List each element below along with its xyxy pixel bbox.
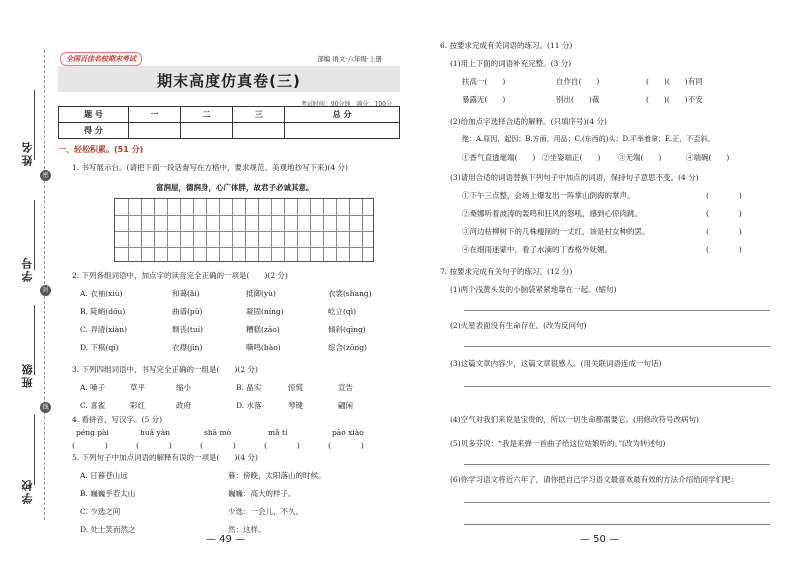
grid-vline [271, 199, 272, 261]
answer-blank[interactable]: ( ) [136, 441, 172, 450]
fill-blank-item[interactable]: 扶高一( ) [462, 77, 506, 86]
option-explanation: 巍巍：高大的样子。 [228, 489, 296, 498]
fill-blank-item[interactable]: 别出( )裁 [556, 95, 600, 104]
exam-banner: 全国百佳名校期末考试 [60, 52, 142, 66]
option-text: D. 水落 [236, 401, 262, 410]
grid-hline [115, 215, 373, 216]
option-text: D. 下棋(qí) [80, 343, 119, 352]
page-number-49: — 49 — [206, 534, 246, 545]
line-mark: 线 [40, 402, 51, 413]
page-title: 期末高度仿真卷(三) [157, 72, 301, 90]
score-table [58, 106, 400, 139]
score-header-cell: 二 [181, 107, 233, 123]
answer-blank[interactable]: ( ) [706, 245, 742, 254]
grid-vline [180, 199, 181, 261]
score-header-cell: 题 号 [59, 107, 129, 123]
option-explanation: 少选：一会儿，不久。 [228, 507, 303, 516]
grid-vline [349, 199, 350, 261]
fill-blank-item[interactable]: 自作自( ) [556, 77, 600, 86]
score-label-cell: 得 分 [59, 123, 129, 139]
answer-line[interactable] [464, 524, 770, 525]
answer-blank[interactable]: ( ) [264, 441, 300, 450]
grid-hline [115, 247, 373, 248]
grid-vline [245, 199, 246, 261]
pinyin-text: pāo xiào [332, 428, 364, 437]
score-table-header-row [59, 107, 400, 123]
option-text[interactable]: ③无端( ) [618, 153, 662, 162]
option-text: 宣告 [338, 383, 353, 392]
school-label: 学校 [21, 478, 34, 504]
option-text: 嘶鸣(bào) [246, 343, 281, 352]
sentence-text: (4)空气对我们来说是宝贵的，所以一切生命都需要它。(用修改符号改病句) [450, 415, 699, 424]
option-text[interactable]: ②坐姿端正( ) [542, 153, 601, 162]
grid-vline [232, 199, 233, 261]
option-text: 惊慌 [288, 383, 303, 392]
exam-time-info: 考试时间：90分钟 满分：100分 [300, 101, 392, 108]
option-text: 抵御(yù) [246, 289, 276, 298]
question-6-1: (1)用上下面的词语补充完整。(3 分) [450, 59, 572, 68]
grid-vline [141, 199, 142, 261]
grid-vline [310, 199, 311, 261]
seal-mark-2: 封 [40, 285, 51, 296]
sentence-text: (5)贝多芬说：“我是来弹一首曲子给这位姑娘听的。”(改为转述句) [450, 439, 666, 448]
sentence-text: ②桑娜听着波涛的轰鸣和狂风的怒吼，感到心惊肉跳。 [462, 209, 642, 218]
option-explanation: 然：这样。 [228, 525, 266, 534]
question-4: 4. 看拼音，写汉字。(5 分) [72, 415, 163, 424]
sentence-text: ③河边枯柳树下的几株瘦削的一丈红，该是村女种的罢。 [462, 227, 650, 236]
question-3: 3. 下列四组词语中，书写完全正确的一组是( )(2 分) [72, 365, 258, 374]
page-number-50: — 50 — [580, 534, 620, 545]
answer-line[interactable] [464, 386, 770, 387]
score-cell[interactable] [129, 123, 181, 139]
option-text: C. 少选之间 [80, 507, 121, 516]
pinyin-text: shā mò [204, 428, 232, 437]
fill-blank-item[interactable]: ( )( )有同 [646, 77, 703, 86]
sentence-text: ①下午三点整，会场上爆发出一阵掌山倒海的掌声。 [462, 191, 635, 200]
page-50 [440, 40, 780, 560]
question-1-text: 富润屋，德润身，心广体胖，故君子必诚其意。 [156, 183, 314, 192]
grid-vline [284, 199, 285, 261]
sentence-text: ④在细雨迷蒙中，看了水滴的丁香格外妩媚。 [462, 245, 612, 254]
grid-vline [362, 199, 363, 261]
score-cell[interactable] [285, 123, 400, 139]
id-label: 学号 [21, 256, 34, 282]
question-6-3: (3)请用合适的词语替换下列句子中加点的词语，保持句子意思不变。(4 分) [450, 173, 699, 182]
grid-vline [297, 199, 298, 261]
grid-vline [154, 199, 155, 261]
option-explanation: 暮：傍晚，太阳落山的时候。 [228, 471, 326, 480]
option-text: 和蔼(ǎi) [172, 289, 200, 298]
question-7: 7. 按要求完成有关句子的练习。(12 分) [440, 267, 573, 276]
option-text: C. 弄清(xiàn) [80, 325, 128, 334]
question-6-2-definitions: 绝：A.原因，起因；B.方面，用品；C.(东西的)头；D.平举着拿；E.正，不歪斜。 [462, 135, 715, 143]
option-text: 综合(zōng) [328, 343, 367, 352]
option-text: 政府 [176, 401, 191, 410]
option-text: 凝固(níng) [246, 307, 284, 316]
binding-strip [0, 0, 52, 576]
option-text: B. 陡峭(dǒu) [80, 307, 126, 316]
sentence-text: (6)你学习语文将近六年了，请你把自己学习语文最喜欢最有效的方法介绍给同学们吧： [450, 475, 739, 484]
question-5: 5. 下列句子中加点词语的解释有误的一项是( )(4 分) [72, 453, 258, 462]
option-text: A. 衣袖(xiù) [80, 289, 123, 298]
section-1-heading: 一、轻松积累。(51 分) [58, 145, 144, 154]
answer-blank[interactable]: ( ) [72, 441, 108, 450]
option-text: 倾斜(qīng) [328, 325, 366, 334]
answer-blank[interactable]: ( ) [706, 191, 742, 200]
pinyin-text: mǎ tí [268, 428, 288, 437]
score-cell[interactable] [181, 123, 233, 139]
question-2: 2. 下列各组词语中，加点字的读音完全正确的一项是( )(2 分) [72, 271, 288, 280]
question-6: 6. 按要求完成有关词语的练习。(11 分) [440, 41, 573, 50]
grid-vline [258, 199, 259, 261]
option-text: A. 嗓子 [80, 383, 106, 392]
option-text: 衣裳(shang) [328, 289, 372, 298]
question-1: 1. 书写展示台。(请把下面一段话誊写在方格中，要求规范、美观地抄写下来)(4 分) [72, 163, 348, 172]
grid-vline [219, 199, 220, 261]
class-label: 班级 [21, 362, 34, 388]
answer-blank[interactable]: ( ) [328, 441, 364, 450]
grid-vline [128, 199, 129, 261]
option-text: 衣襟(jīn) [172, 343, 203, 352]
option-text[interactable]: ①香气直透毫端( ) [462, 153, 536, 162]
option-text: 翩闲 [338, 401, 353, 410]
option-text: D. 处士笑而然之 [80, 525, 136, 534]
score-header-cell: 一 [129, 107, 181, 123]
score-cell[interactable] [233, 123, 285, 139]
option-text: 彩红 [130, 401, 145, 410]
option-text: C. 喜雀 [80, 401, 106, 410]
fill-blank-item[interactable]: ( )( )不安 [646, 95, 703, 104]
answer-line[interactable] [464, 502, 770, 503]
pinyin-text: péng pài [76, 428, 109, 437]
option-text: 琴键 [288, 401, 303, 410]
option-text: 屹立(qì) [328, 307, 357, 316]
answer-blank[interactable]: ( ) [706, 227, 742, 236]
option-text: 曲谱(pǔ) [172, 307, 203, 316]
grid-vline [206, 199, 207, 261]
pinyin-text: huǎ yàn [140, 428, 171, 437]
score-header-cell: 三 [233, 107, 285, 123]
page-49 [56, 40, 406, 560]
grid-vline [167, 199, 168, 261]
score-table-score-row [59, 123, 400, 139]
fill-blank-item[interactable]: 暴露无( ) [462, 95, 506, 104]
writing-grid[interactable] [114, 198, 374, 262]
grade-tag: 部编 语文·六年级·上册 [317, 55, 382, 63]
answer-line[interactable] [464, 346, 770, 347]
option-text: 草平 [130, 383, 145, 392]
answer-line[interactable] [464, 310, 770, 311]
sentence-text: (2)火星表面没有生命存在。(改为反问句) [450, 321, 587, 330]
option-text: B. 晶实 [236, 383, 262, 392]
option-text: 糟糕(zāo) [246, 325, 280, 334]
sentence-text: (3)这篇文章内容少，这篇文章很感人。(用关联词语连成一句话) [450, 359, 662, 368]
option-text: B. 巍巍乎若太山 [80, 489, 136, 498]
option-text: 颓丧(tuí) [172, 325, 204, 334]
answer-blank[interactable]: ( ) [200, 441, 236, 450]
name-label: 姓名 [21, 140, 34, 166]
question-6-2: (2)给加点字选择合适的解释。(只填序号)(4 分) [450, 117, 607, 126]
option-text: 缩小 [176, 383, 191, 392]
option-text[interactable]: ④端碗( ) [686, 153, 730, 162]
grid-vline [193, 199, 194, 261]
grid-hline [115, 231, 373, 232]
school-underline [34, 415, 35, 485]
seal-mark: 密 [40, 170, 51, 181]
title-bar [58, 66, 400, 92]
answer-blank[interactable]: ( ) [706, 209, 742, 218]
answer-line[interactable] [464, 464, 770, 465]
grid-vline [336, 199, 337, 261]
sentence-text: (1)两个浅黄头发的小脑袋紧紧地靠在一起。(缩句) [450, 285, 617, 294]
option-text: A. 日暮苍山远 [80, 471, 128, 480]
score-header-cell: 总 分 [285, 107, 400, 123]
grid-vline [323, 199, 324, 261]
